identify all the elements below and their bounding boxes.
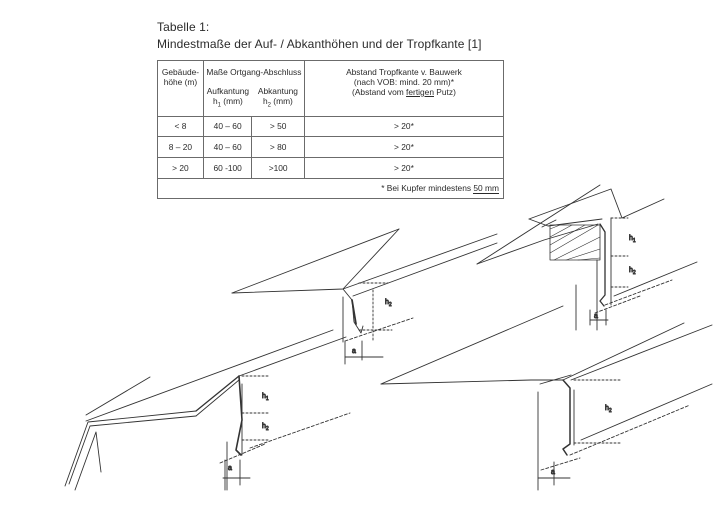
header-drip-edge: Abstand Tropfkante v. Bauwerk (nach VOB: mind. 20 mm)* (Abstand vom fertigen Putz) [304, 61, 503, 117]
cell-drip: > 20* [304, 116, 503, 136]
cell-drip: > 20* [304, 136, 503, 157]
cell-height: < 8 [158, 116, 204, 136]
cell-h2: >100 [252, 157, 305, 178]
cell-drip: > 20* [304, 157, 503, 178]
cell-h2: > 80 [252, 136, 305, 157]
label-h2-a: $h_2$ [385, 299, 392, 308]
header-h2: Abkantung $h_2$ (mm) [257, 86, 298, 109]
cell-h1: 40 – 60 [203, 116, 251, 136]
cell-h1: 40 – 60 [203, 136, 251, 157]
label-h1-b: $h_1$ [629, 235, 636, 244]
table-title: Mindestmaße der Auf- / Abkanthöhen und der Tropfkante [1] [157, 37, 482, 51]
label-h2-d: $h_2$ [605, 405, 612, 414]
label-h1-c: $h_1$ [262, 393, 269, 402]
label-h2-c: $h_2$ [262, 423, 269, 432]
header-text: Gebäude- [161, 67, 200, 77]
detail-drawing-a [232, 229, 497, 364]
cell-height: > 20 [158, 157, 204, 178]
label-h2-b: $h_2$ [629, 267, 636, 276]
label-a-c: a [228, 465, 232, 472]
detail-drawing-b [477, 185, 697, 330]
detail-drawing-c [65, 330, 350, 490]
header-text: Maße Ortgang-Abschluss [206, 67, 302, 77]
cell-h1: 60 -100 [203, 157, 251, 178]
label-a-d: a [551, 469, 555, 476]
label-a-b: a [594, 313, 598, 320]
table-footnote: * Bei Kupfer mindestens 50 mm [158, 178, 504, 198]
cell-height: 8 – 20 [158, 136, 204, 157]
detail-drawing-d [381, 306, 712, 490]
table-caption: Tabelle 1: [157, 20, 210, 34]
header-text: höhe (m) [163, 77, 198, 87]
header-h1: Aufkantung $h_1$ (mm) [206, 86, 250, 109]
cell-h2: > 50 [252, 116, 305, 136]
label-a-a: a [352, 348, 356, 355]
